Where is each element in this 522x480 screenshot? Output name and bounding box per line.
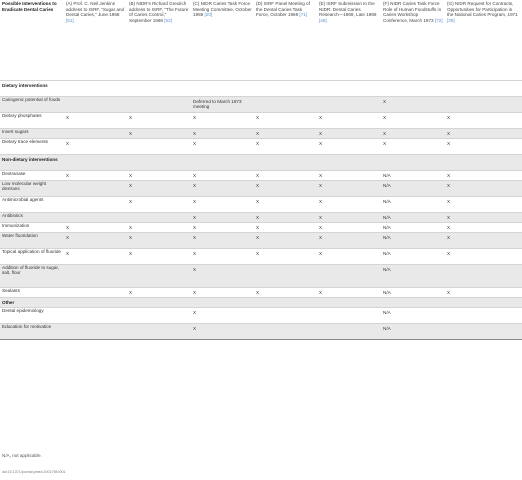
section-label: Non-dietary interventions	[2, 156, 58, 162]
empty-cell	[191, 154, 254, 170]
column-header-text: (F) NIDR Caries Task Force Role of Human Foodstuffs in Caries Workshop Conference, March 1973	[383, 1, 442, 23]
column-header-text: (C) NIDR Caries Task Force Meeting Committee, October 1969	[193, 1, 252, 18]
column-header	[191, 0, 254, 80]
table-cell: X	[193, 289, 197, 295]
column-header	[0, 0, 64, 80]
reference-link[interactable]: [51]	[66, 17, 74, 23]
table-cell: X	[256, 114, 260, 120]
table-cell: N/A	[383, 172, 391, 178]
table-doi: doi:10.1371/journal.pmed.1001798.t001	[2, 470, 66, 474]
table-cell: X	[256, 182, 260, 188]
table-cell: X	[383, 140, 387, 146]
table-cell: X	[193, 114, 197, 120]
table-cell	[64, 180, 127, 196]
table-cell: N/A	[383, 250, 391, 256]
row-label: Dietary trace elements	[2, 138, 48, 144]
table-cell: X	[129, 172, 133, 178]
section-row	[0, 297, 522, 307]
table-cell: X	[66, 250, 70, 256]
table-row	[0, 264, 522, 287]
empty-cell	[445, 154, 522, 170]
table-cell: X	[129, 114, 133, 120]
reference-link[interactable]: [20]	[204, 12, 213, 18]
empty-cell	[445, 80, 522, 96]
row-label: Water fluoridation	[2, 232, 38, 238]
table-cell: X	[256, 234, 260, 240]
row-label: Dietary phosphates	[2, 112, 42, 118]
table-cell: N/A	[383, 325, 391, 331]
table-cell	[127, 138, 191, 154]
table-cell: X	[319, 289, 323, 295]
empty-cell	[381, 80, 445, 96]
table-cell: X	[447, 198, 451, 204]
table-cell	[317, 323, 381, 339]
table-cell: X	[129, 224, 133, 230]
table-cell: X	[447, 289, 451, 295]
column-header	[381, 0, 445, 80]
table-cell: X	[383, 98, 387, 104]
table-cell	[254, 323, 317, 339]
table-cell: X	[66, 234, 70, 240]
table-cell: X	[447, 224, 451, 230]
table-row	[0, 96, 522, 112]
table-header	[0, 0, 522, 80]
table-row	[0, 128, 522, 138]
table-cell: X	[193, 250, 197, 256]
table-cell: X	[129, 182, 133, 188]
section-row	[0, 80, 522, 96]
table-row	[0, 170, 522, 180]
table-row	[0, 323, 522, 339]
row-label: Dextranase	[2, 170, 26, 176]
column-header-text: (A) Prof. C. Neil Jenkins address to ISRF, "Sugar and Dental Caries," June 1968	[66, 1, 125, 18]
table-cell: X	[447, 182, 451, 188]
table-cell: X	[256, 214, 260, 220]
table-cell: X	[193, 266, 197, 272]
table-row	[0, 232, 522, 248]
empty-cell	[127, 80, 191, 96]
table-cell: X	[319, 114, 323, 120]
row-label: Low molecular weight dextrans	[2, 180, 47, 192]
section-row	[0, 154, 522, 170]
table-cell	[64, 287, 127, 297]
empty-cell	[381, 154, 445, 170]
table-cell: X	[129, 250, 133, 256]
table-row	[0, 248, 522, 264]
table-cell: X	[256, 250, 260, 256]
row-label: Topical application of fluoride	[2, 248, 61, 254]
table-cell: X	[447, 114, 451, 120]
reference-link[interactable]: [48]	[319, 17, 327, 23]
column-header-text: (B) NIDR's Richard Greulich address to ISRF, "The Future of Caries Control," September 1968	[129, 1, 189, 23]
table-cell: X	[193, 214, 197, 220]
table-cell: X	[256, 172, 260, 178]
table-cell: X	[193, 140, 197, 146]
table-cell	[317, 96, 381, 112]
empty-cell	[127, 154, 191, 170]
empty-cell	[64, 154, 127, 170]
table-row	[0, 138, 522, 154]
table-cell: X	[319, 140, 323, 146]
table-row	[0, 112, 522, 128]
table-cell	[127, 212, 191, 222]
empty-cell	[191, 80, 254, 96]
table-cell: X	[447, 234, 451, 240]
table-cell	[317, 264, 381, 287]
table-row	[0, 180, 522, 196]
table-cell: X	[447, 214, 451, 220]
table-cell: X	[66, 172, 70, 178]
table-cell: X	[319, 198, 323, 204]
table-cell: Deferred to March 1973 meeting	[193, 98, 242, 110]
table-cell	[317, 307, 381, 323]
table-cell	[64, 128, 127, 138]
column-header-text: (G) NIDR Request for Contracts, Opportunities for Participation in the National Caries Program, 1971	[447, 1, 518, 18]
row-label: Sealants	[2, 287, 20, 293]
table-cell: X	[129, 234, 133, 240]
table-cell: X	[193, 172, 197, 178]
table-cell: N/A	[383, 309, 391, 315]
table-cell: X	[319, 250, 323, 256]
table-cell: X	[66, 140, 70, 146]
row-label: Cariogenic potential of foods	[2, 96, 61, 102]
table-cell: X	[129, 130, 133, 136]
table-cell	[127, 307, 191, 323]
empty-cell	[254, 80, 317, 96]
table-cell	[445, 323, 522, 339]
table-cell: X	[383, 130, 387, 136]
column-header-text: Possible Interventions to Eradicate Dental Caries	[2, 1, 57, 12]
table-cell: X	[319, 214, 323, 220]
table-row	[0, 212, 522, 222]
table-cell: X	[383, 114, 387, 120]
table-cell	[64, 212, 127, 222]
row-label: Antibiotics	[2, 212, 23, 218]
table-cell: X	[129, 289, 133, 295]
empty-cell	[317, 297, 381, 307]
table-cell: X	[447, 140, 451, 146]
table-cell: X	[319, 130, 323, 136]
table-cell	[64, 96, 127, 112]
column-header	[127, 0, 191, 80]
row-label: Addition of fluoride to sugar, salt, flour	[2, 264, 59, 276]
reference-link[interactable]: [39]	[447, 17, 455, 23]
table-row	[0, 287, 522, 297]
table-cell	[127, 323, 191, 339]
table-cell: X	[66, 114, 70, 120]
empty-cell	[254, 154, 317, 170]
row-label: Invert sugars	[2, 128, 29, 134]
table-cell: X	[447, 250, 451, 256]
table-cell: X	[193, 130, 197, 136]
row-label: Antimicrobial agents	[2, 196, 44, 202]
table-cell: X	[193, 182, 197, 188]
table-cell: X	[256, 198, 260, 204]
table-row	[0, 196, 522, 212]
table-cell	[445, 307, 522, 323]
table-row	[0, 307, 522, 323]
table-cell: N/A	[383, 234, 391, 240]
column-header-text: (E) ISRF Submission to the NIDR: Dental Caries Research—1969, Late 1969	[319, 1, 377, 18]
table-cell: X	[256, 289, 260, 295]
reference-link[interactable]: [72]	[434, 17, 443, 23]
section-label: Dietary interventions	[2, 82, 48, 88]
table-cell: N/A	[383, 214, 391, 220]
table-cell: X	[319, 172, 323, 178]
column-header	[64, 0, 127, 80]
row-label: Education for motivation	[2, 323, 52, 329]
table-cell: X	[447, 172, 451, 178]
table-cell: N/A	[383, 289, 391, 295]
table-body	[0, 80, 522, 339]
empty-cell	[64, 80, 127, 96]
table-cell	[64, 307, 127, 323]
table-cell	[445, 264, 522, 287]
column-header	[445, 0, 522, 80]
table-cell: X	[447, 130, 451, 136]
column-header-text: (D) ISRF Panel Meeting of the Dental Caries Task Force, October 1969	[256, 1, 310, 18]
table-cell	[64, 323, 127, 339]
table-cell	[64, 264, 127, 287]
table-cell	[64, 196, 127, 212]
table-cell: X	[319, 182, 323, 188]
empty-cell	[445, 297, 522, 307]
empty-cell	[317, 80, 381, 96]
table-cell	[254, 96, 317, 112]
empty-cell	[317, 154, 381, 170]
table-cell	[254, 307, 317, 323]
column-header	[254, 0, 317, 80]
table-cell: X	[193, 234, 197, 240]
table-cell: X	[66, 224, 70, 230]
table-row	[0, 222, 522, 232]
row-label: Immunization	[2, 222, 30, 228]
column-header	[317, 0, 381, 80]
table-cell: N/A	[383, 224, 391, 230]
table-cell: N/A	[383, 198, 391, 204]
empty-cell	[381, 297, 445, 307]
table-cell: X	[256, 224, 260, 230]
reference-link[interactable]: [71]	[299, 12, 308, 18]
reference-link[interactable]: [52]	[164, 17, 172, 23]
empty-cell	[64, 297, 127, 307]
empty-cell	[254, 297, 317, 307]
table-cell: X	[193, 325, 197, 331]
empty-cell	[191, 297, 254, 307]
table-cell: X	[129, 198, 133, 204]
section-label: Other	[2, 299, 15, 305]
table-cell: X	[256, 130, 260, 136]
row-label: Dental epidemiology	[2, 307, 44, 313]
table-cell: X	[193, 309, 197, 315]
table-cell	[127, 264, 191, 287]
table-cell: N/A	[383, 266, 391, 272]
table-cell: X	[319, 224, 323, 230]
table-cell	[127, 96, 191, 112]
header-row	[0, 0, 522, 80]
table-cell: X	[193, 198, 197, 204]
table-cell	[445, 96, 522, 112]
table-cell	[254, 264, 317, 287]
table-footnote: N/A, not applicable.	[2, 453, 42, 458]
table-cell: X	[319, 234, 323, 240]
table-cell: N/A	[383, 182, 391, 188]
empty-cell	[127, 297, 191, 307]
table-cell: X	[193, 224, 197, 230]
table-cell: X	[256, 140, 260, 146]
